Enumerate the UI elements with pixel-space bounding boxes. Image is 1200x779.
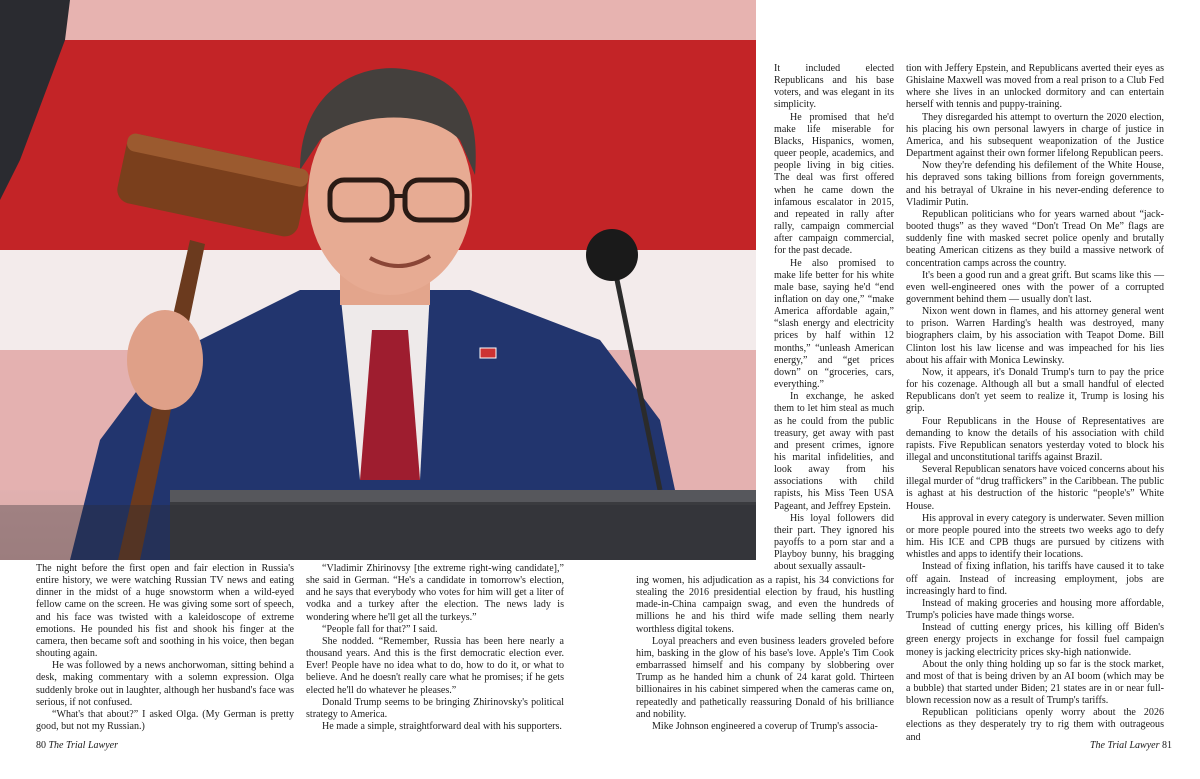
paragraph: In exchange, he asked them to let him steal as much as he could from the public treasury, get away with past and present crimes, ignore his marital infidelities, and look away from his associations with child rapists, his Miss Teen USA Pageant, and Jeffrey Epstein. bbox=[774, 391, 894, 512]
paragraph: Loyal preachers and even business leaders groveled before him, basking in the glow of his base's love. Apple's Tim Cook embarrassed himself and his company by slobbering over Trump as he handed him a chunk of 24 karat gold. Thirteen billionaires in his cabinet simpered when the cameras came on, repeatedly and pathetically reassuring Donald of his brilliance and nobility. bbox=[636, 635, 894, 720]
article-column-4 bbox=[906, 63, 1164, 744]
paragraph: Now they're defending his defilement of the White House, his depraved sons taking billions from foreign governments, and his betrayal of Ukraine in his never-ending deference to Vladimir Putin. bbox=[906, 160, 1164, 208]
left-page-footer bbox=[36, 740, 118, 752]
paragraph: Four Republicans in the House of Representatives are demanding to know the details of his association with child rapists. Five Republican senators yesterday voted to block his illegal and unconstitutional tariffs against Brazil. bbox=[906, 415, 1164, 463]
paragraph: Republican politicians who for years warned about “jack-booted thugs” as they waved “Don't Tread On Me” flags are suddenly fine with masked secret police openly and brutally beating American citizens as they build a massive network of concentration camps across the country. bbox=[906, 208, 1164, 269]
paragraph: He was followed by a news anchorwoman, sitting behind a desk, making commentary with a solemn expression. Olga suddenly broke out in laughter, although her husband's face was serious, if not confused. bbox=[36, 660, 294, 708]
photo-illustration bbox=[0, 0, 756, 560]
paragraph: tion with Jeffery Epstein, and Republicans averted their eyes as Ghislaine Maxwell was moved from a real prison to a Club Fed where she lives in an unlocked dormitory and can entertain herself with tennis and puppy-training. bbox=[906, 63, 1164, 111]
photo-speaker-with-gavel bbox=[0, 0, 756, 560]
paragraph: ing women, his adjudication as a rapist, his 34 convictions for stealing the 2016 presidential election by fraud, his hustling made-in-China campaign swag, and even the hundreds of millions he and his third wife made selling them nearly worthless digital tokens. bbox=[636, 575, 894, 635]
article-column-3-continued bbox=[636, 575, 894, 733]
page-number: 81 bbox=[1161, 740, 1172, 751]
paragraph: Donald Trump seems to be bringing Zhirinovsky's political strategy to America. bbox=[306, 696, 564, 720]
paragraph: “Vladimir Zhirinovsy [the extreme right-wing candidate],” she said in German. “He's a candidate in tomorrow's election, and he says that everybody who votes for him will get a liter of vodka and a turkey after the election. The news lady is wondering where he'll get all the turkeys.” bbox=[306, 563, 564, 623]
paragraph: Several Republican senators have voiced concerns about his illegal murder of “drug traffickers” in the Caribbean. The public is aghast at his destruction of the historic “people's” White House. bbox=[906, 464, 1164, 512]
paragraph: It included elected Republicans and his base voters, and was elegant in its simplicity. bbox=[774, 63, 894, 111]
paragraph: Now, it appears, it's Donald Trump's turn to pay the price for his cozenage. Although all but a small handful of elected Republicans don't yet seem to realize it, Trump is losing his grip. bbox=[906, 366, 1164, 415]
paragraph: Mike Johnson engineered a coverup of Trump's associa- bbox=[652, 720, 878, 732]
paragraph: His loyal followers did their part. They ignored his payoffs to a porn star and a Playboy bunny, his bragging about sexually assault- bbox=[774, 512, 894, 573]
paragraph: Republican politicians openly worry about the 2026 elections as they desperately try to rig them with outrageous and bbox=[906, 707, 1164, 743]
page-number: 80 bbox=[36, 740, 46, 751]
paragraph: They disregarded his attempt to overturn the 2020 election, his placing his own personal lawyers in charge of justice in America, and his subsequent weaponization of the Justice Department against their own former lifelong Republican peers. bbox=[906, 111, 1164, 160]
paragraph: Instead of cutting energy prices, his killing off Biden's green energy projects in exchange for fossil fuel campaign money is jacking electricity prices sky-high nationwide. bbox=[906, 622, 1164, 658]
article-column-1 bbox=[36, 563, 294, 733]
right-page-footer bbox=[1090, 740, 1172, 752]
article-column-3-narrow bbox=[774, 63, 894, 574]
publication-title: The Trial Lawyer bbox=[48, 740, 118, 751]
paragraph: She nodded. “Remember, Russia has been here nearly a thousand years. And this is the first democratic election ever. Ever! People have no idea what to do, how to do it, or what to believe. And he doesn't really care what he promises; if he gets elected he'll do whatever he pleases.” bbox=[306, 635, 564, 696]
paragraph: “What's that about?” I asked Olga. (My German is pretty good, but not my Russian.) bbox=[36, 708, 294, 733]
paragraph: He promised that he'd make life miserable for Blacks, Hispanics, women, queer people, academics, and people living in big cities. The deal was first offered when he came down the infamous escalator in 2015, and repeated in rally after rally, campaign commercial after campaign commercial, for the past decade. bbox=[774, 111, 894, 257]
paragraph: His approval in every category is underwater. Seven million or more people poured into the streets two weeks ago to defy him. His ICE and CPB thugs are pursued by citizens with whistles and apps to identify their locations. bbox=[906, 512, 1164, 561]
article-column-2 bbox=[306, 563, 564, 733]
paragraph: About the only thing holding up so far is the stock market, and most of that is being driven by an AI boom (which may be a bubble) that started under Biden; 21 states are in or near full-blown recession now as a result of Trump's tariffs. bbox=[906, 658, 1164, 707]
paragraph: Instead of making groceries and housing more affordable, Trump's policies have made things worse. bbox=[906, 597, 1164, 622]
paragraph: Nixon went down in flames, and his attorney general went to prison. Warren Harding's health was destroyed, many biographers claim, by his association with Teapot Dome. Bill Clinton lost his law license and was impeached for his lies about his affair with Monica Lewinsky. bbox=[906, 306, 1164, 366]
publication-title: The Trial Lawyer bbox=[1090, 740, 1160, 751]
paragraph: It's been a good run and a great grift. But scams like this — even well-engineered ones with the power of a corrupted government behind them — usually don't last. bbox=[906, 269, 1164, 305]
paragraph: He also promised to make life better for his white male base, saying he'd “end inflation on day one,” “make America affordable again,” “slash energy and electricity prices by half within 12 months,” “unleash American energy,” and “get prices down” on “groceries, cars, everything.” bbox=[774, 257, 894, 391]
paragraph: Instead of fixing inflation, his tariffs have caused it to take off again. Instead of increasing employment, jobs are increasingly hard to find. bbox=[906, 561, 1164, 597]
paragraph: The night before the first open and fair election in Russia's entire history, we were watching Russian TV news and eating dinner in the midst of a huge snowstorm when a wild-eyed fellow came on the screen. He was giving some sort of speech, and his face was twisted with a kaleidoscope of extreme emotions. He pounded his fist and shook his finger at the camera, then became soft and soothing in his voice, then began shouting again. bbox=[36, 563, 294, 660]
paragraph: “People fall for that?” I said. bbox=[322, 623, 438, 635]
paragraph: He made a simple, straightforward deal with his supporters. bbox=[322, 721, 562, 733]
